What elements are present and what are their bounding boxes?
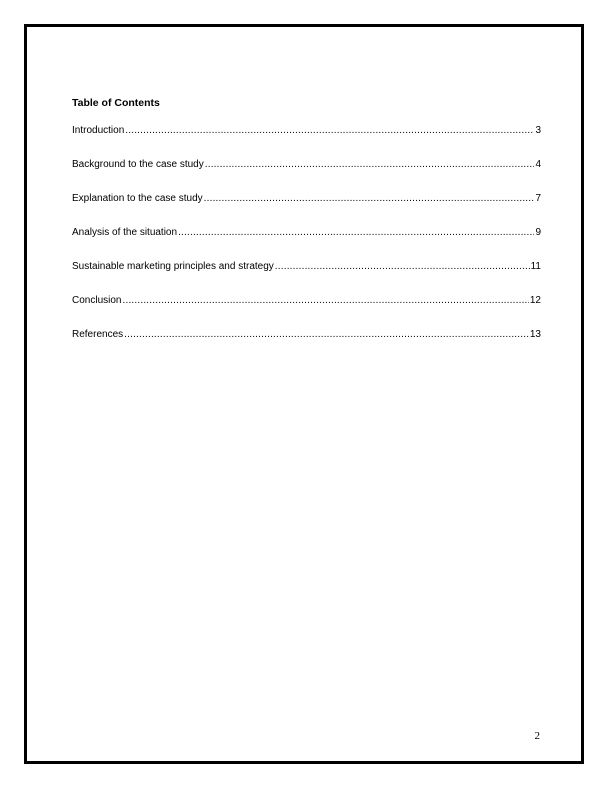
toc-dot-leader: [275, 260, 530, 274]
toc-entry-introduction[interactable]: [72, 124, 541, 158]
toc-dot-leader: [124, 328, 529, 342]
toc-entry-page: 4: [535, 159, 541, 170]
toc-entry-title: Explanation to the case study: [72, 193, 203, 204]
toc-entry-title: Sustainable marketing principles and strategy: [72, 261, 274, 272]
toc-entry-title: Conclusion: [72, 295, 122, 306]
toc-dot-leader: [125, 124, 534, 138]
toc-entry-references[interactable]: [72, 328, 541, 362]
toc-dot-leader: [204, 192, 535, 206]
toc-entry-page: 12: [529, 295, 541, 306]
toc-entry-background[interactable]: [72, 158, 541, 192]
toc-entry-conclusion[interactable]: [72, 294, 541, 328]
page-number: 2: [534, 730, 540, 742]
toc-entry-page: 11: [530, 261, 541, 272]
table-of-contents: [72, 124, 541, 362]
toc-entry-explanation[interactable]: [72, 192, 541, 226]
toc-entry-page: 13: [529, 329, 541, 340]
toc-dot-leader: [122, 294, 528, 308]
toc-entry-title: Analysis of the situation: [72, 227, 178, 238]
toc-entry-page: 3: [535, 125, 541, 136]
toc-entry-title: References: [72, 329, 124, 340]
toc-entry-page: 9: [535, 227, 541, 238]
toc-dot-leader: [178, 226, 534, 240]
toc-entry-page: 7: [535, 193, 541, 204]
toc-dot-leader: [205, 158, 535, 172]
toc-entry-sustainable-marketing[interactable]: [72, 260, 541, 294]
toc-entry-analysis[interactable]: [72, 226, 541, 260]
toc-entry-title: Background to the case study: [72, 159, 204, 170]
toc-heading: Table of Contents: [72, 97, 160, 109]
toc-entry-title: Introduction: [72, 125, 125, 136]
